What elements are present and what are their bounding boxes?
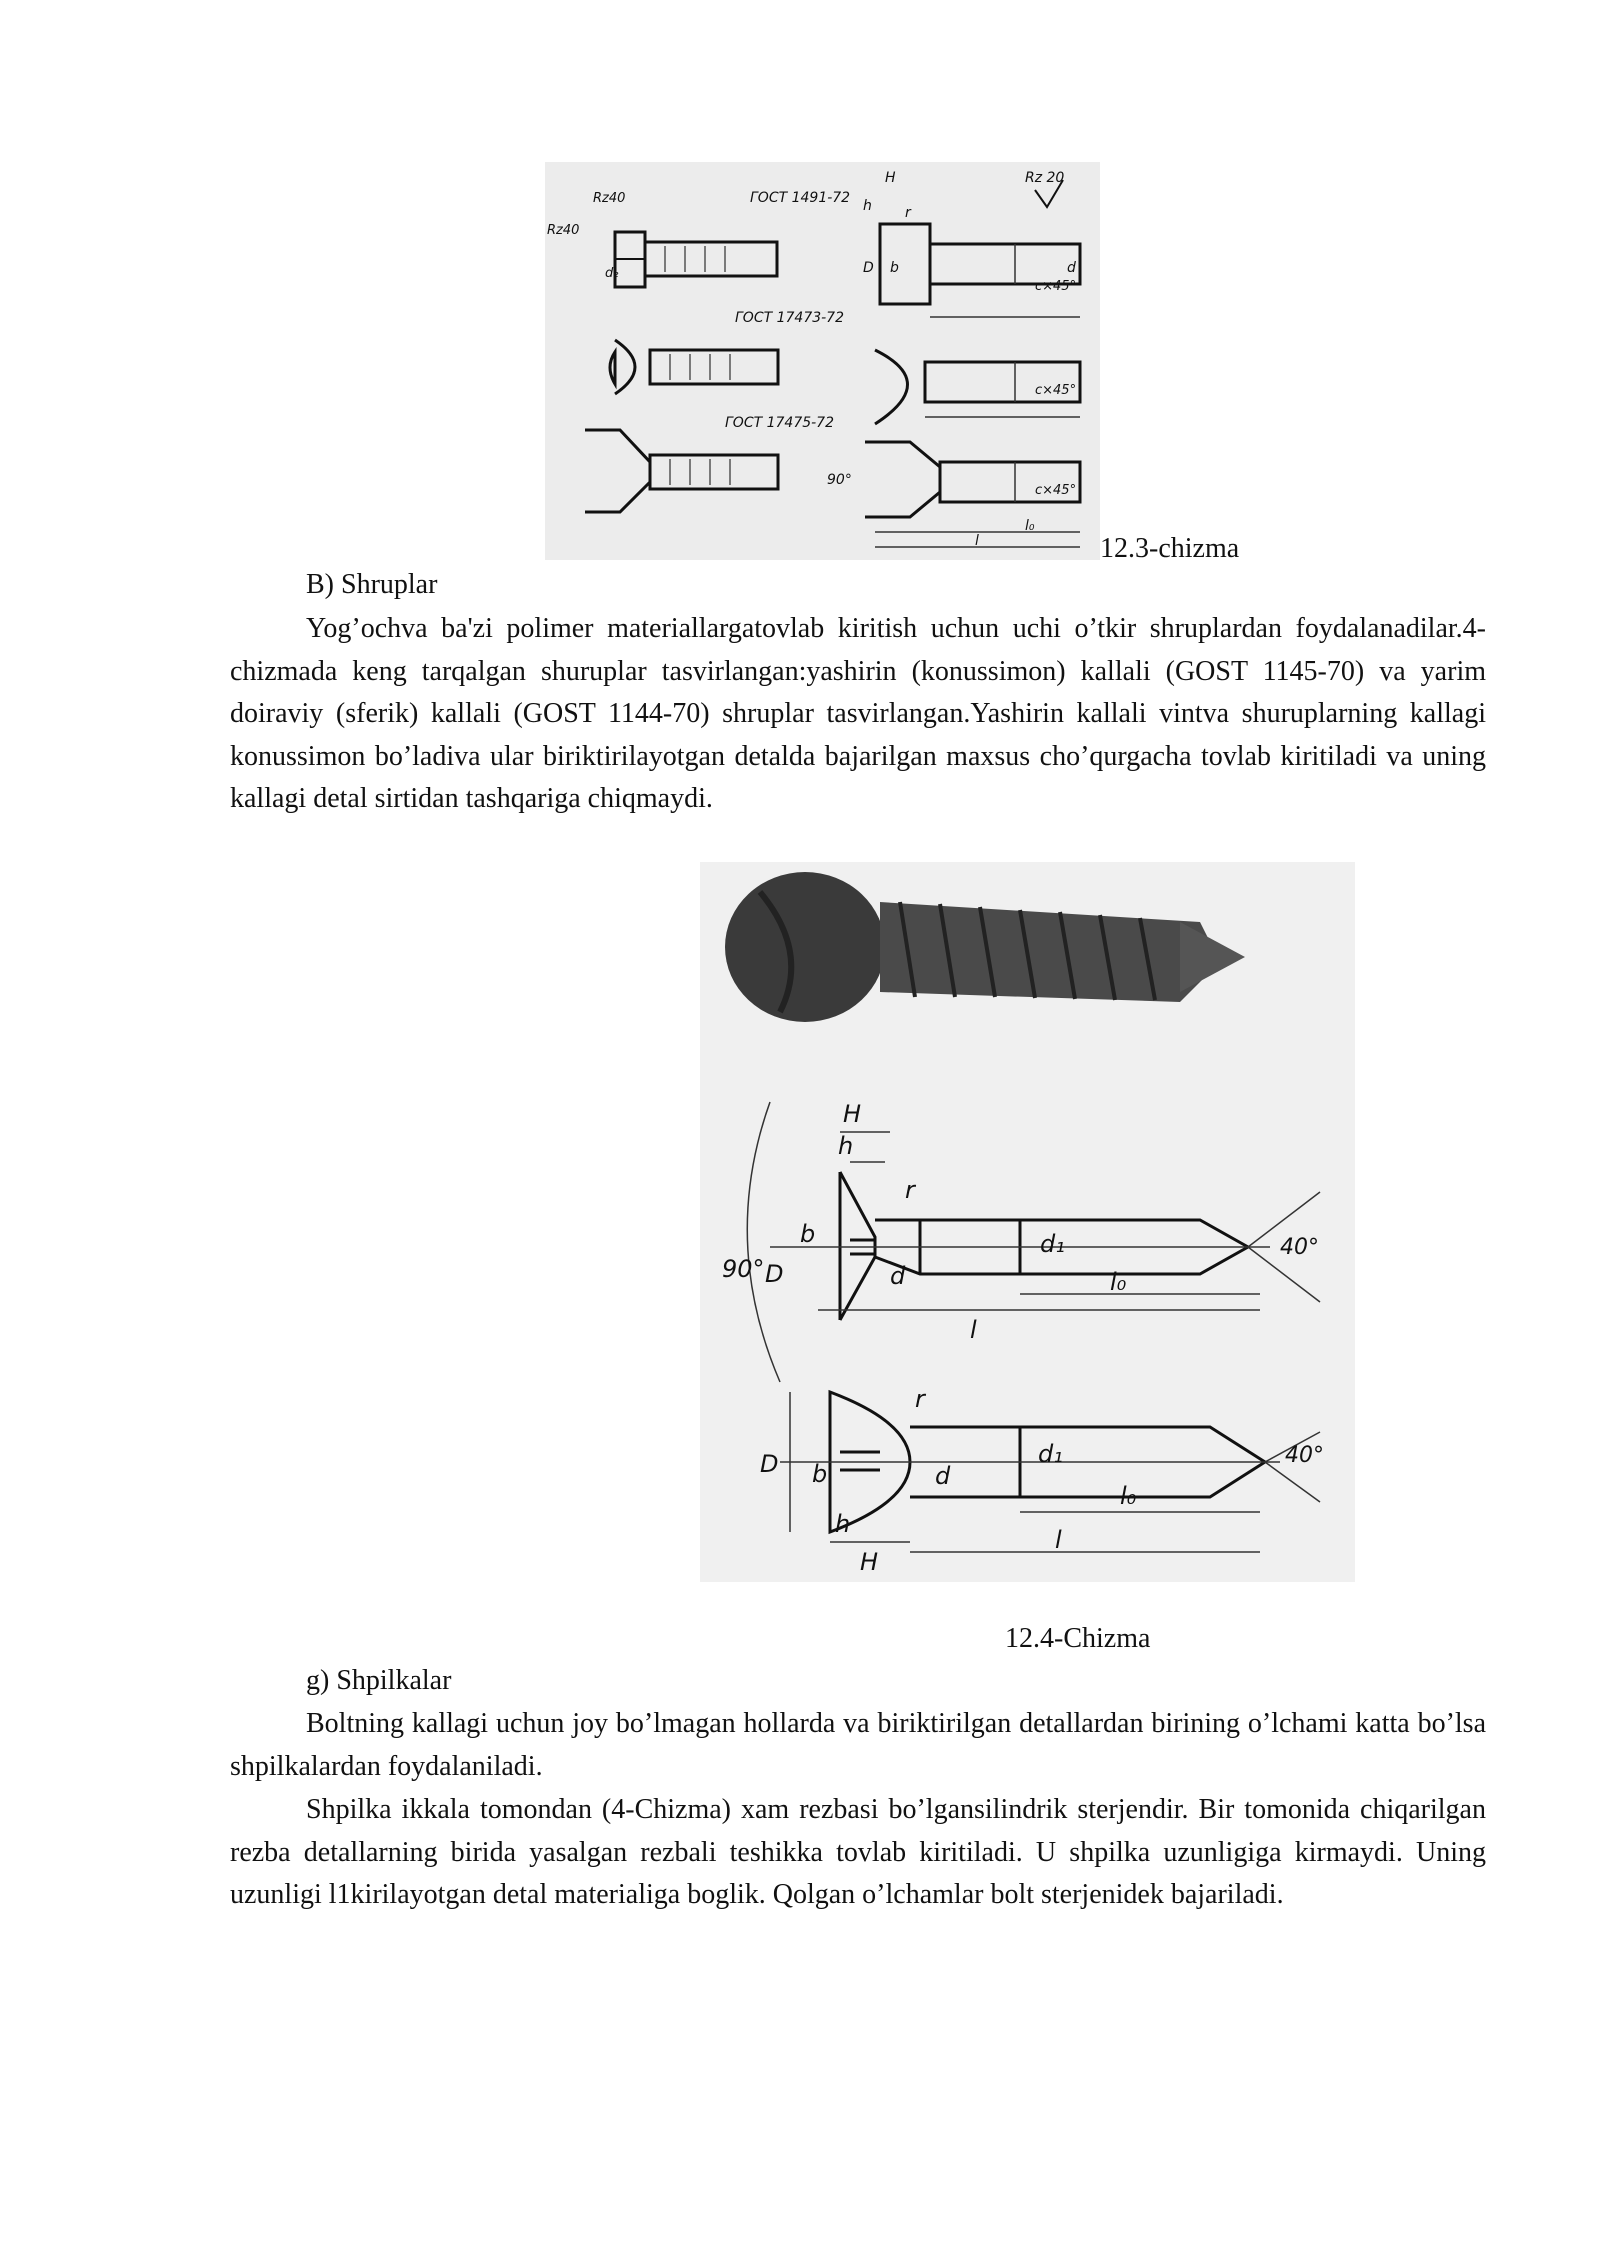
dim-H-label-lower: H [860, 1548, 879, 1576]
figure-12-4-wood-screw-drawing [700, 862, 1355, 1582]
dim-l-label: l [975, 533, 979, 549]
angle-40-label-lower: 40° [1285, 1443, 1324, 1468]
gost-17475-label: ГОСТ 17475-72 [725, 415, 834, 431]
dim-D-label-upper: D [765, 1260, 784, 1288]
dim-d-label-upper: d [890, 1262, 906, 1290]
dim-l-label-upper: l [970, 1316, 977, 1344]
angle-90-label: 90° [827, 472, 852, 488]
section-g-paragraph-1: Boltning kallagi uchun joy bo’lmagan hollarda va biriktirilgan detallardan birining o’lchami katta bo’lsa shpilkalardan foydalaniladi. [230, 1708, 1486, 1782]
dim-d1-label-upper: d₁ [1040, 1230, 1065, 1258]
dim-b-label-upper: b [800, 1220, 816, 1248]
dim-l0-label-lower: l₀ [1120, 1482, 1137, 1510]
rz40-label-a: Rz40 [547, 223, 580, 238]
chamfer-label-1: c×45° [1035, 279, 1077, 294]
dim-r-label-upper: r [905, 1176, 915, 1204]
dim-d1-label-lower: d₁ [1038, 1440, 1063, 1468]
angle-40-label-upper: 40° [1280, 1235, 1319, 1260]
chamfer-label-3: c×45° [1035, 483, 1077, 498]
dim-h-label-lower: h [835, 1510, 851, 1538]
dim-h-label: h [838, 1132, 854, 1160]
dim-l-label-lower: l [1055, 1526, 1062, 1554]
dim-D-label: D [863, 260, 874, 276]
angle-90-label: 90° [722, 1255, 765, 1283]
dim-H-label: H [885, 170, 896, 186]
dim-b-label: b [890, 260, 899, 276]
section-g-paragraph-2: Shpilka ikkala tomondan (4-Chizma) xam rezbasi bo’lgansilindrik sterjendir. Bir tomonida chiqarilgan rezba detallarning birida yasalgan rezbali teshikka tovlab kiritiladi. U shpilka uzunligiga kirmaydi. Uning uzunligi l1kirilayotgan detal materialiga boglik. Qolgan o’lchamlar bolt sterjenidek bajariladi. [230, 1794, 1486, 1910]
dim-r-label: r [905, 205, 911, 221]
gost-17473-label: ГОСТ 17473-72 [735, 310, 844, 326]
dim-l0-label-upper: l₀ [1110, 1268, 1127, 1296]
chamfer-label-2: c×45° [1035, 383, 1077, 398]
figure-12-3-caption: 12.3-chizma [1100, 533, 1240, 564]
dim-b-label-lower: b [812, 1460, 828, 1488]
dim-d-label: d [1067, 260, 1076, 276]
dim-d2-label: d₂ [605, 266, 619, 281]
rz40-label-b: Rz40 [593, 191, 626, 206]
section-g-heading: g) Shpilkalar [306, 1665, 452, 1696]
dim-d-label-lower: d [935, 1462, 951, 1490]
dim-h-label: h [863, 198, 872, 214]
rz20-label: Rz 20 [1025, 170, 1065, 186]
section-b-heading: B) Shruplar [306, 569, 438, 600]
dim-l0-label: l₀ [1025, 518, 1035, 534]
section-b-paragraph: Yog’ochva ba'zi polimer materiallargatovlab kiritish uchun uchi o’tkir shruplardan foydalanadilar.4-chizmada keng tarqalgan shuruplar tasvirlangan:yashirin (konussimon) kallali (GOST 1145-70) va yarim doiraviy (sferik) kallali (GOST 1144-70) shruplar tasvirlangan.Yashirin kallali vintva shuruplarning kallagi konussimon bo’ladiva ular biriktirilayotgan detalda bajarilgan maxsus cho’qurgacha tovlab kiritiladi va uning kallagi detal sirtidan tashqariga chiqmaydi. [230, 613, 1486, 814]
gost-1491-label: ГОСТ 1491-72 [750, 190, 851, 206]
dim-r-label-lower: r [915, 1385, 925, 1413]
figure-12-3-screw-drawings [545, 162, 1100, 560]
dim-H-label: H [843, 1100, 862, 1128]
figure-12-4-caption: 12.4-Chizma [1005, 1623, 1151, 1654]
dim-D-label-lower: D [760, 1450, 779, 1478]
